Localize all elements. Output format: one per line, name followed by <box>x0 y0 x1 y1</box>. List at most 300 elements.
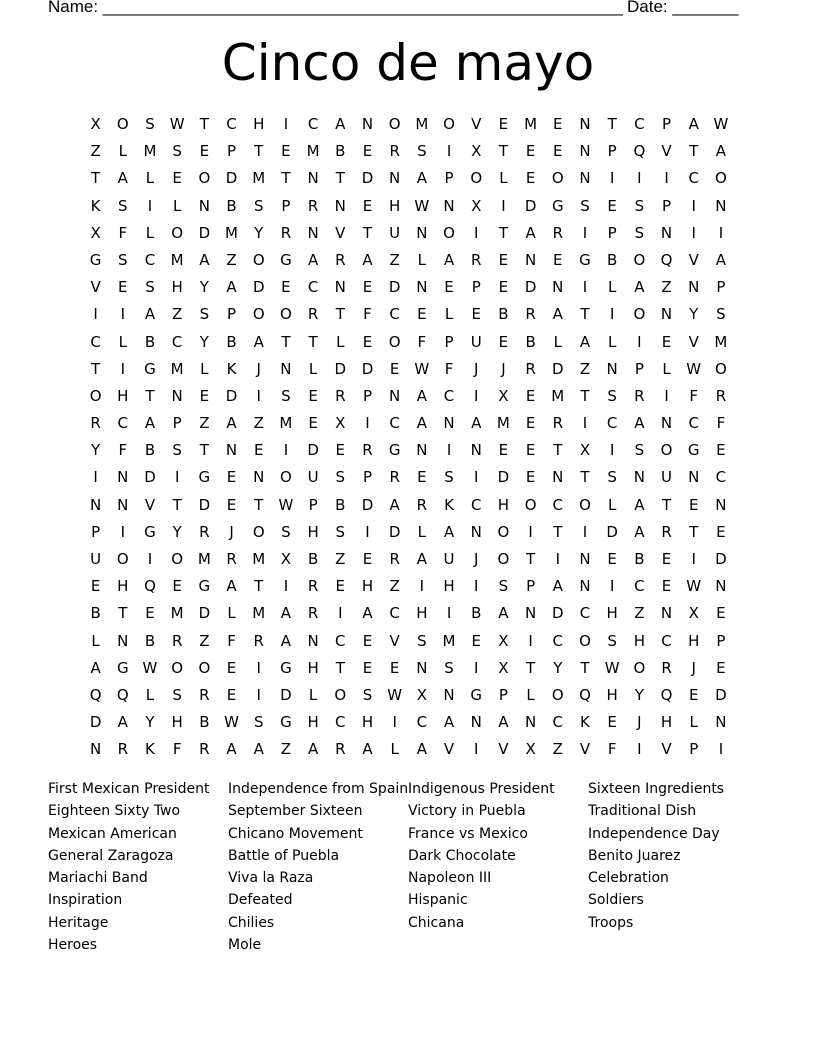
grid-cell: C <box>90 332 101 351</box>
grid-cell: H <box>117 386 129 405</box>
grid-cell: E <box>688 685 699 704</box>
grid-cell: N <box>524 604 537 623</box>
grid-cell: E <box>661 577 672 596</box>
word-item: Hispanic <box>408 892 468 909</box>
grid-cell: A <box>552 305 563 324</box>
grid-cell: K <box>226 359 237 378</box>
word-item: Napoleon III <box>408 870 492 887</box>
grid-cell: U <box>470 332 482 351</box>
word-column <box>408 778 588 934</box>
grid-cell: T <box>580 305 590 324</box>
grid-row <box>82 304 735 331</box>
grid-cell: O <box>443 115 455 133</box>
grid-cell: G <box>388 441 401 460</box>
grid-cell: Y <box>91 441 101 460</box>
grid-cell: V <box>389 631 400 650</box>
grid-cell: Z <box>90 142 101 161</box>
grid-cell: I <box>93 468 98 487</box>
grid-cell: J <box>637 713 642 732</box>
grid-cell: G <box>280 713 292 732</box>
grid-cell: E <box>417 305 427 324</box>
grid-cell: T <box>335 169 345 188</box>
grid-cell: Q <box>144 577 156 596</box>
grid-cell: E <box>172 169 182 188</box>
grid-cell: Y <box>145 713 155 732</box>
grid-cell: T <box>281 332 291 351</box>
grid-cell: H <box>660 713 673 732</box>
word-item: Independence from Spain <box>228 781 409 797</box>
grid-row <box>82 440 735 467</box>
grid-cell: C <box>552 713 564 732</box>
grid-cell: I <box>392 713 397 732</box>
grid-cell: R <box>661 522 672 541</box>
grid-cell: I <box>664 169 669 188</box>
grid-cell: L <box>308 359 318 378</box>
grid-cell: T <box>580 468 590 487</box>
grid-cell: I <box>474 468 479 487</box>
grid-cell: S <box>172 142 182 161</box>
grid-cell: C <box>307 115 319 133</box>
grid-cell: C <box>715 468 727 487</box>
grid-cell: N <box>443 196 455 215</box>
grid-cell: O <box>579 495 591 514</box>
grid-cell: E <box>253 441 264 460</box>
grid-cell: C <box>335 631 346 650</box>
grid-cell: G <box>280 250 292 269</box>
word-item: France vs Mexico <box>408 825 528 842</box>
grid-cell: S <box>580 196 590 215</box>
grid-cell: L <box>390 740 399 759</box>
grid-cell: G <box>198 468 211 487</box>
grid-cell: L <box>118 142 127 161</box>
grid-cell: T <box>580 658 590 677</box>
grid-cell: T <box>553 441 563 460</box>
grid-cell: O <box>116 115 129 133</box>
grid-cell: P <box>308 495 318 514</box>
grid-cell: M <box>252 604 266 623</box>
word-item: First Mexican President <box>48 781 210 797</box>
grid-cell: P <box>662 196 672 215</box>
grid-cell: E <box>362 142 373 161</box>
grid-cell: A <box>226 414 237 433</box>
grid-cell: R <box>335 250 346 269</box>
grid-cell: G <box>116 658 129 677</box>
grid-cell: Y <box>634 685 644 704</box>
grid-cell: C <box>226 115 237 133</box>
grid-cell: R <box>171 631 183 650</box>
grid-cell: N <box>633 468 645 487</box>
grid-cell: H <box>171 713 183 732</box>
grid-cell: Z <box>226 250 237 269</box>
grid-cell: C <box>117 414 129 433</box>
grid-cell: L <box>526 685 535 704</box>
grid-cell: C <box>552 631 564 650</box>
grid-cell: K <box>580 713 590 732</box>
grid-cell: C <box>389 604 400 623</box>
grid-cell: T <box>199 115 209 133</box>
grid-cell: I <box>147 196 153 215</box>
grid-cell: E <box>226 495 237 514</box>
grid-cell: D <box>388 522 401 541</box>
grid-cell: I <box>528 631 533 650</box>
grid-cell: E <box>607 713 617 732</box>
grid-cell: M <box>170 250 184 269</box>
grid-cell: M <box>496 414 510 433</box>
page-title: Cinco de mayo <box>221 34 595 92</box>
grid-cell: A <box>416 386 427 405</box>
grid-cell: O <box>198 658 211 677</box>
grid-cell: Y <box>199 278 209 297</box>
grid-cell: E <box>498 332 509 351</box>
grid-cell: O <box>524 495 537 514</box>
grid-cell: Z <box>199 631 210 650</box>
grid-cell: H <box>361 713 374 732</box>
grid-cell: R <box>335 386 346 405</box>
grid-cell: P <box>227 305 237 324</box>
grid-cell: O <box>252 250 265 269</box>
grid-cell: M <box>252 550 266 568</box>
grid-cell: V <box>90 278 101 297</box>
grid-row <box>82 495 735 522</box>
grid-cell: N <box>470 522 482 541</box>
grid-cell: R <box>253 631 264 650</box>
grid-cell: A <box>362 604 373 623</box>
grid-cell: O <box>252 522 265 541</box>
word-item: Heritage <box>48 914 109 931</box>
grid-cell: L <box>91 631 100 650</box>
grid-cell: Q <box>660 250 673 269</box>
grid-cell: A <box>634 278 645 297</box>
grid-cell: E <box>498 115 509 133</box>
grid-cell: T <box>254 577 264 596</box>
grid-cell: C <box>389 414 400 433</box>
grid-cell: X <box>471 196 482 215</box>
grid-cell: S <box>607 386 617 405</box>
grid-cell: T <box>362 223 373 242</box>
word-item: Independence Day <box>588 825 720 842</box>
grid-cell: R <box>280 223 292 242</box>
word-item: Chicano Movement <box>228 825 363 842</box>
grid-row <box>82 223 735 250</box>
grid-cell: I <box>555 550 560 568</box>
grid-cell: Q <box>89 685 102 704</box>
grid-cell: R <box>661 658 672 677</box>
grid-cell: K <box>90 196 101 215</box>
grid-cell: F <box>227 631 236 650</box>
grid-cell: W <box>387 685 403 704</box>
grid-cell: H <box>606 685 618 704</box>
grid-cell: U <box>661 468 673 487</box>
grid-cell: T <box>689 522 699 541</box>
grid-cell: A <box>416 414 427 433</box>
grid-cell: F <box>172 740 182 759</box>
grid-cell: W <box>224 713 239 732</box>
grid-cell: A <box>416 550 427 568</box>
grid-cell: M <box>170 359 184 378</box>
grid-cell: C <box>579 604 591 623</box>
grid-cell: R <box>117 740 128 759</box>
grid-cell: O <box>443 223 455 242</box>
grid-cell: C <box>470 495 482 514</box>
grid-cell: E <box>308 386 318 405</box>
grid-cell: S <box>253 196 264 215</box>
grid-cell: R <box>307 604 319 623</box>
grid-cell: I <box>474 223 479 242</box>
grid-cell: E <box>226 685 237 704</box>
grid-cell: N <box>416 278 428 297</box>
word-column <box>588 778 768 934</box>
grid-cell: W <box>604 658 620 677</box>
word-item: Mariachi Band <box>48 870 148 887</box>
grid-cell: T <box>607 115 617 133</box>
grid-cell: S <box>335 522 346 541</box>
grid-cell: H <box>633 631 645 650</box>
grid-cell: N <box>715 713 727 732</box>
grid-cell: Q <box>660 685 673 704</box>
grid-cell: H <box>361 577 374 596</box>
grid-cell: G <box>687 441 700 460</box>
grid-cell: D <box>606 522 618 541</box>
grid-cell: N <box>688 278 700 297</box>
grid-cell: P <box>362 386 372 405</box>
word-item: September Sixteen <box>228 803 363 820</box>
grid-cell: S <box>607 631 617 650</box>
grid-cell: Z <box>552 740 563 759</box>
grid-row <box>82 114 735 141</box>
grid-cell: T <box>580 386 590 405</box>
grid-cell: N <box>579 142 591 161</box>
grid-cell: S <box>118 250 128 269</box>
grid-cell: M <box>442 631 456 650</box>
word-item: Benito Juarez <box>588 847 681 864</box>
grid-cell: G <box>551 196 564 215</box>
grid-cell: A <box>90 658 101 677</box>
grid-cell: H <box>606 604 618 623</box>
grid-cell: O <box>198 169 211 188</box>
grid-cell: P <box>172 414 182 433</box>
grid-cell: K <box>145 740 155 759</box>
grid-cell: I <box>120 305 125 324</box>
grid-cell: G <box>198 577 211 596</box>
grid-cell: Y <box>689 305 699 324</box>
grid-cell: D <box>334 359 347 378</box>
grid-cell: D <box>552 604 564 623</box>
grid-cell: N <box>389 169 401 188</box>
grid-cell: P <box>716 278 726 297</box>
grid-cell: O <box>171 550 184 568</box>
grid-cell: Y <box>254 223 264 242</box>
grid-row <box>82 250 735 277</box>
grid-cell: I <box>474 577 479 596</box>
grid-cell: R <box>715 386 727 405</box>
grid-cell: R <box>335 740 346 759</box>
grid-cell: N <box>660 414 673 433</box>
grid-cell: P <box>471 278 481 297</box>
grid-cell: P <box>91 522 101 541</box>
grid-cell: F <box>444 359 454 378</box>
grid-cell: N <box>334 196 346 215</box>
grid-cell: S <box>362 685 373 704</box>
grid-cell: H <box>443 577 455 596</box>
grid-cell: S <box>199 305 210 324</box>
grid-cell: W <box>169 115 185 133</box>
grid-cell: I <box>582 522 588 541</box>
grid-cell: D <box>388 278 401 297</box>
grid-cell: I <box>283 441 289 460</box>
grid-cell: N <box>389 386 401 405</box>
grid-cell: S <box>281 386 291 405</box>
grid-cell: A <box>253 740 264 759</box>
grid-cell: N <box>606 359 618 378</box>
grid-cell: C <box>634 577 645 596</box>
grid-cell: T <box>526 550 536 568</box>
grid-cell: C <box>688 414 699 433</box>
grid-cell: G <box>89 250 102 269</box>
grid-cell: A <box>144 305 156 324</box>
grid-cell: T <box>254 142 264 161</box>
grid-cell: N <box>470 713 482 732</box>
grid-cell: A <box>144 414 156 433</box>
grid-cell: N <box>579 169 591 188</box>
grid-cell: F <box>607 740 617 759</box>
grid-cell: C <box>552 495 564 514</box>
grid-cell: R <box>307 196 319 215</box>
word-item: Heroes <box>48 937 98 954</box>
grid-cell: N <box>117 468 129 487</box>
grid-cell: E <box>362 332 373 351</box>
grid-cell: N <box>334 278 346 297</box>
grid-cell: C <box>171 332 183 351</box>
grid-cell: R <box>226 550 237 568</box>
grid-cell: C <box>416 713 428 732</box>
grid-cell: B <box>199 713 210 732</box>
grid-cell: B <box>498 305 509 324</box>
grid-cell: N <box>361 115 374 133</box>
grid-cell: Z <box>634 604 645 623</box>
grid-cell: O <box>579 631 591 650</box>
grid-cell: I <box>365 522 370 541</box>
grid-cell: R <box>199 685 210 704</box>
grid-cell: V <box>661 142 672 161</box>
grid-cell: L <box>200 359 209 378</box>
grid-cell: O <box>280 305 292 324</box>
grid-cell: T <box>91 359 101 378</box>
grid-cell: A <box>634 522 645 541</box>
grid-cell: H <box>117 577 129 596</box>
grid-row <box>82 712 735 739</box>
grid-cell: H <box>307 522 319 541</box>
grid-cell: N <box>552 468 564 487</box>
grid-cell: L <box>172 196 182 215</box>
grid-cell: N <box>225 441 238 460</box>
grid-cell: S <box>118 196 128 215</box>
grid-cell: A <box>226 278 237 297</box>
grid-cell: A <box>307 250 319 269</box>
grid-cell: D <box>497 468 510 487</box>
word-column <box>48 778 228 956</box>
grid-cell: B <box>144 332 156 351</box>
grid-cell: N <box>579 550 591 568</box>
grid-cell: L <box>336 332 345 351</box>
grid-cell: N <box>307 631 319 650</box>
grid-cell: A <box>715 142 727 161</box>
grid-cell: R <box>525 359 536 378</box>
grid-cell: A <box>280 631 292 650</box>
grid-cell: L <box>145 169 155 188</box>
date-field: Date: _______ <box>627 0 739 16</box>
grid-cell: G <box>470 685 483 704</box>
grid-cell: I <box>718 223 724 242</box>
grid-cell: A <box>552 577 563 596</box>
grid-cell: E <box>607 196 617 215</box>
grid-cell: P <box>526 577 536 596</box>
grid-cell: I <box>582 278 588 297</box>
grid-cell: I <box>582 223 588 242</box>
grid-cell: T <box>553 522 563 541</box>
grid-cell: O <box>633 658 646 677</box>
grid-cell: Q <box>116 685 129 704</box>
grid-cell: I <box>528 522 533 541</box>
grid-cell: E <box>362 196 373 215</box>
grid-cell: I <box>474 658 479 677</box>
grid-cell: X <box>280 550 292 568</box>
grid-cell: K <box>444 495 454 514</box>
grid-cell: N <box>552 278 564 297</box>
grid-cell: N <box>688 468 700 487</box>
grid-cell: E <box>199 386 210 405</box>
grid-row <box>82 549 735 576</box>
grid-cell: C <box>661 631 672 650</box>
grid-cell: O <box>715 169 727 188</box>
grid-row <box>82 576 735 603</box>
grid-cell: D <box>144 468 156 487</box>
grid-row <box>82 658 735 685</box>
grid-cell: N <box>660 604 673 623</box>
grid-cell: M <box>252 169 266 188</box>
grid-cell: Y <box>553 658 563 677</box>
grid-cell: B <box>226 196 237 215</box>
grid-cell: N <box>416 658 428 677</box>
grid-cell: D <box>361 169 374 188</box>
grid-cell: E <box>335 577 346 596</box>
grid-cell: A <box>117 713 128 732</box>
grid-cell: P <box>634 359 644 378</box>
word-item: Traditional Dish <box>588 803 697 820</box>
grid-cell: O <box>551 685 564 704</box>
grid-cell: I <box>283 577 289 596</box>
grid-cell: V <box>688 250 699 269</box>
word-column <box>228 778 408 956</box>
grid-cell: P <box>689 740 699 759</box>
grid-cell: T <box>145 386 155 405</box>
grid-cell: H <box>253 115 265 133</box>
grid-cell: I <box>691 223 696 242</box>
grid-cell: I <box>120 359 125 378</box>
grid-cell: G <box>579 250 591 269</box>
word-item: Troops <box>588 914 634 931</box>
grid-cell: E <box>362 658 373 677</box>
grid-cell: T <box>498 223 508 242</box>
grid-cell: N <box>715 196 727 215</box>
name-field: Name: _______________________________________________________ <box>48 0 623 16</box>
grid-cell: N <box>715 495 727 514</box>
grid-cell: Z <box>389 250 400 269</box>
grid-cell: O <box>89 386 102 405</box>
grid-cell: P <box>444 169 454 188</box>
grid-cell: U <box>307 468 319 487</box>
grid-cell: T <box>335 658 345 677</box>
grid-cell: S <box>172 685 182 704</box>
